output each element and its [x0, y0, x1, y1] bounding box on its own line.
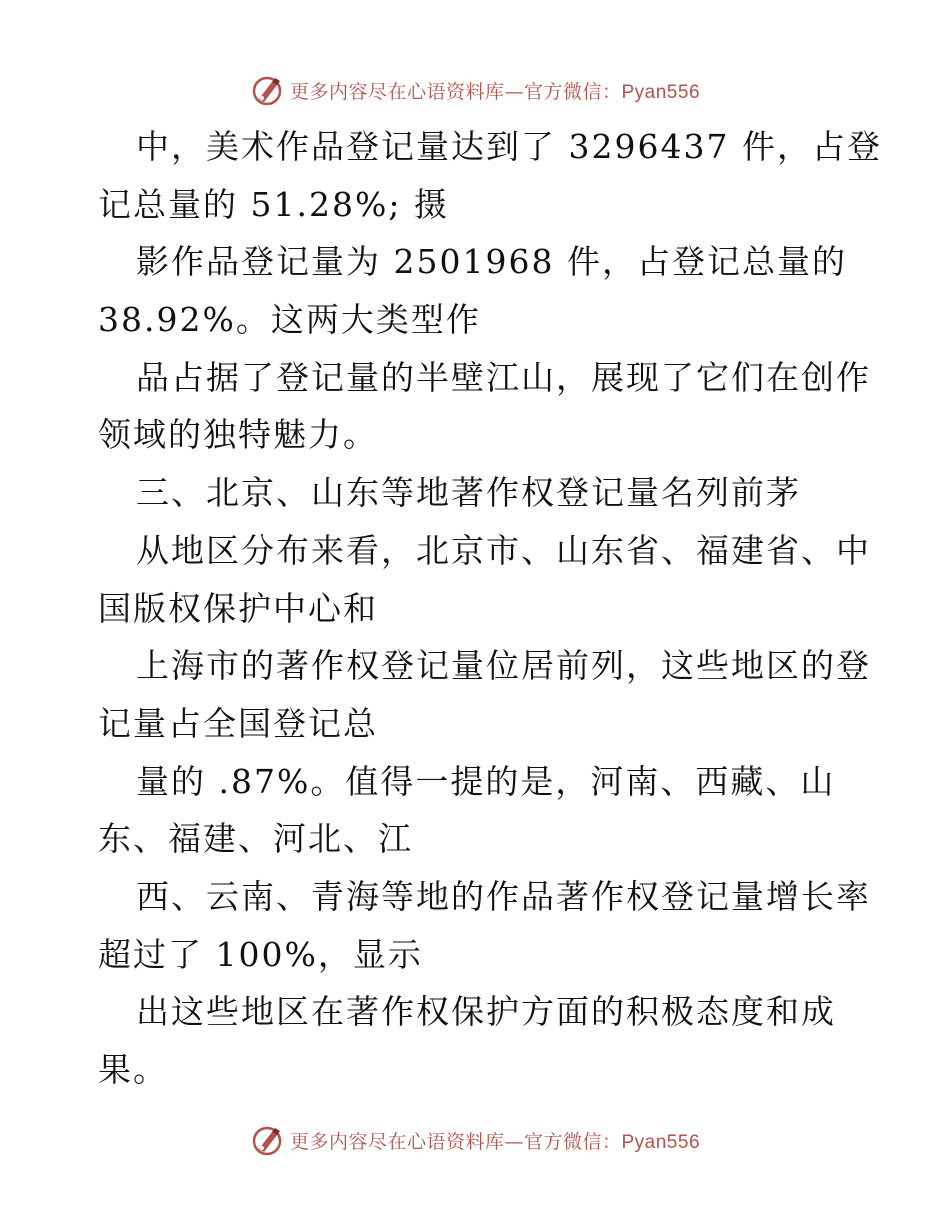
banner-wechat-id: Pyan556: [621, 1131, 701, 1153]
banner-wechat-id: Pyan556: [621, 81, 701, 103]
section-heading: 三、北京、山东等地著作权登记量名列前茅: [136, 473, 801, 513]
pen-logo-icon: [250, 73, 284, 107]
banner-text-cn: 更多内容尽在心语资料库—官方微信：: [289, 80, 622, 103]
banner-text: [290, 77, 700, 104]
banner-text: [290, 1127, 700, 1154]
text-line: 量的 .87%。值得一提的是，河南、西藏、山: [136, 761, 836, 801]
banner-text-cn: 更多内容尽在心语资料库—官方微信：: [289, 1130, 622, 1153]
text-line: 品占据了登记量的半壁江山，展现了它们在创作: [136, 357, 871, 397]
pen-logo-icon: [250, 1123, 284, 1157]
text-line: 国版权保护中心和: [98, 588, 378, 628]
document-body: [98, 118, 882, 1099]
text-line: 超过了 100%，显示: [98, 934, 423, 974]
text-line: 上海市的著作权登记量位居前列，这些地区的登: [136, 646, 871, 686]
text-line: 西、云南、青海等地的作品著作权登记量增长率: [136, 876, 871, 916]
text-line: 记总量的 51.28%; 摄: [98, 184, 449, 224]
text-line: 果。: [98, 1050, 168, 1089]
text-line: 中，美术作品登记量达到了 3296437 件，占登: [136, 127, 882, 166]
text-line: 出这些地区在著作权保护方面的积极态度和成: [136, 992, 836, 1032]
text-line: 38.92%。这两大类型作: [98, 300, 481, 340]
footer-banner: [0, 1120, 950, 1160]
text-line: 领域的独特魅力。: [98, 415, 378, 455]
text-line: 记量占全国登记总: [98, 703, 378, 743]
text-line: 影作品登记量为 2501968 件，占登记总量的: [136, 242, 847, 282]
header-banner: [0, 70, 950, 110]
text-line: 东、福建、河北、江: [98, 819, 413, 859]
text-line: 从地区分布来看，北京市、山东省、福建省、中: [136, 530, 871, 570]
